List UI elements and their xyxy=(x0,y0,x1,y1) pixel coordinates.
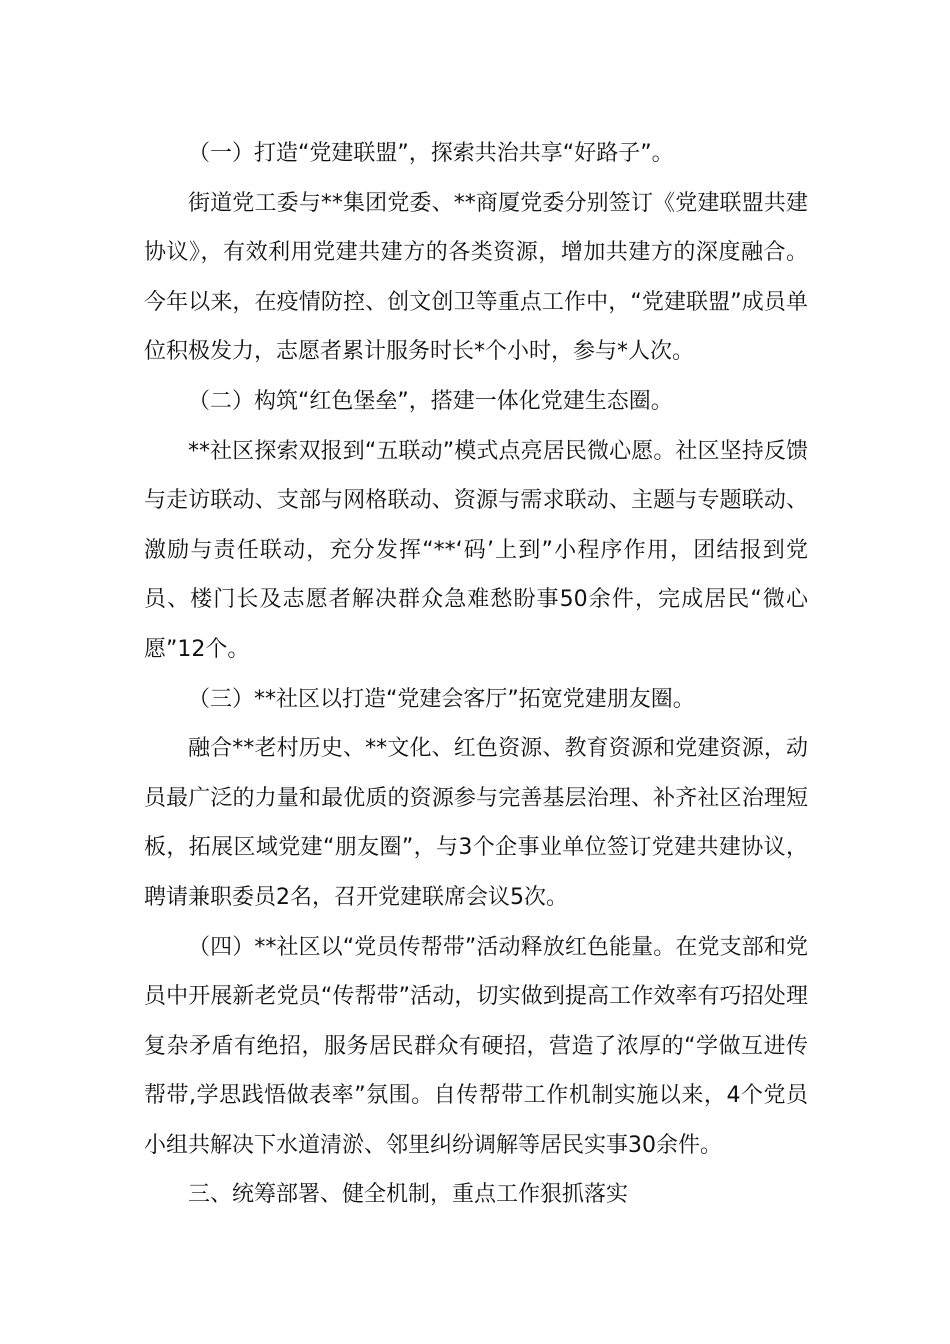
chapter-heading-3: 三、统筹部署、健全机制，重点工作狠抓落实 xyxy=(188,1182,629,1208)
body-paragraph-1: 街道党工委与**集团党委、**商厦党委分别签订《党建联盟共建协议》，有效利用党建共建方的各类资源，增加共建方的深度融合。今年以来，在疫情防控、创文创卫等重点工作中，“党建联盟”成员单位积极发力，志愿者累计服务时长*个小时，参与*人次。 xyxy=(144,190,808,365)
body-paragraph-3: 融合**老村历史、**文化、红色资源、教育资源和党建资源，动员最广泛的力量和最优质的资源参与完善基层治理、补齐社区治理短板，拓展区域党建“朋友圈”，与3个企事业单位签订党建共建协议，聘请兼职委员2名，召开党建联席会议5次。 xyxy=(144,736,808,910)
body-paragraph-4: （四）**社区以“党员传帮带”活动释放红色能量。在党支部和党员中开展新老党员“传帮带”活动，切实做到提高工作效率有巧招处理复杂矛盾有绝招，服务居民群众有硬招，营造了浓厚的“学做互进传帮带,学思践悟做表率”氛围。自传帮带工作机制实施以来，4个党员小组共解决下水道清淤、邻里纠纷调解等居民实事30余件。 xyxy=(144,934,808,1158)
section-heading-3: （三）**社区以打造“党建会客厅”拓宽党建朋友圈。 xyxy=(188,686,695,712)
section-heading-2: （二）构筑“红色堡垒”，搭建一体化党建生态圈。 xyxy=(188,388,673,414)
document-body xyxy=(144,129,808,1220)
section-heading-1: （一）打造“党建联盟”，探索共治共享“好路子”。 xyxy=(188,141,674,166)
body-paragraph-2: **社区探索双报到“五联动”模式点亮居民微心愿。社区坚持反馈与走访联动、支部与网格联动、资源与需求联动、主题与专题联动、激励与责任联动，充分发挥“**‘码’上到”小程序作用，团结报到党员、楼门长及志愿者解决群众急难愁盼事50余件，完成居民“微心愿”12个。 xyxy=(144,438,808,662)
